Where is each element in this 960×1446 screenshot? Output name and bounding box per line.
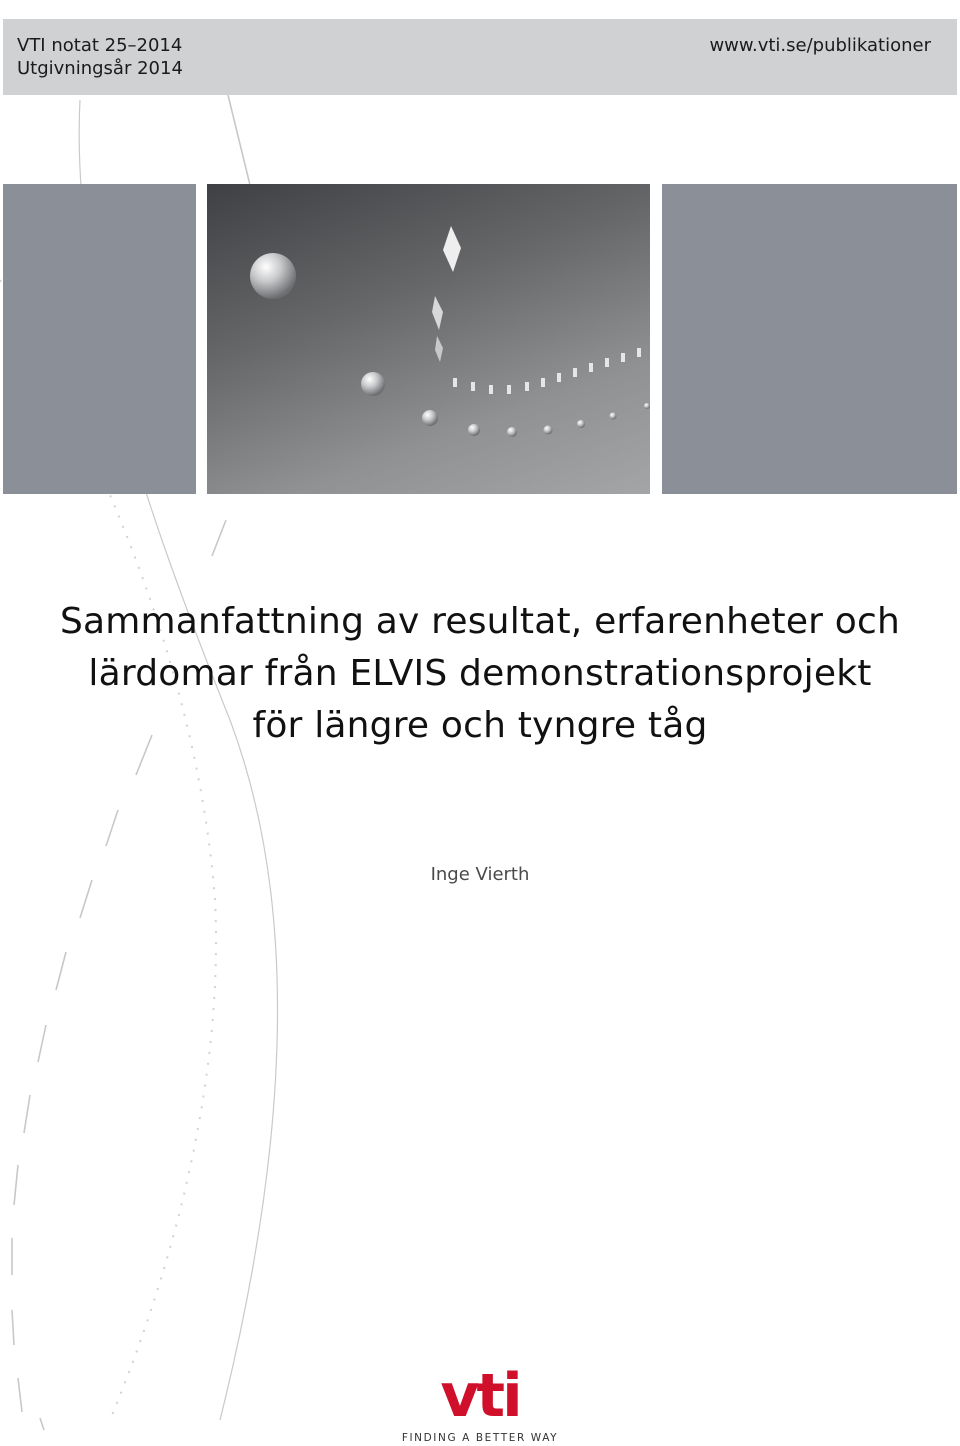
title-line-3: för längre och tyngre tåg (252, 705, 708, 746)
header-info (17, 34, 183, 80)
cover-image (207, 184, 650, 494)
document-title (20, 596, 940, 752)
report-number: VTI notat 25–2014 (17, 35, 183, 56)
cover-illustration (207, 184, 650, 494)
logo-tagline: FINDING A BETTER WAY (401, 1432, 559, 1444)
svg-text:vti: vti (440, 1361, 520, 1424)
cover-panel-right (662, 184, 957, 494)
header-bar (3, 19, 957, 95)
author-name: Inge Vierth (430, 864, 530, 885)
vti-logo (380, 1356, 580, 1446)
cover-panel-left (3, 184, 196, 494)
title-line-2: lärdomar från ELVIS demonstrationsprojekt (88, 653, 872, 694)
title-line-1: Sammanfattning av resultat, erfarenheter och (59, 601, 901, 642)
publication-year: Utgivningsår 2014 (17, 58, 183, 79)
publications-link[interactable]: www.vti.se/publikationer (709, 35, 931, 56)
vti-wordmark (440, 1356, 520, 1424)
